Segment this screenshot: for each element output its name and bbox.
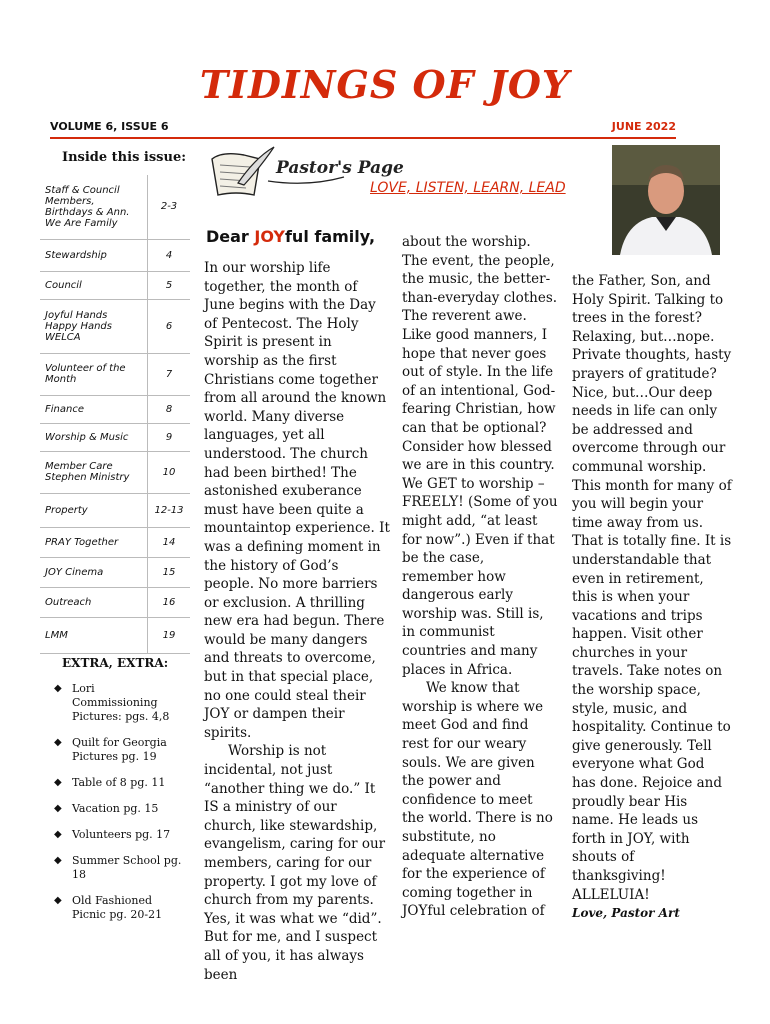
extra-heading: EXTRA, EXTRA:: [62, 656, 169, 670]
article-column-2: [402, 233, 558, 921]
paragraph: about the worship. The event, the people, the music, the better-than-everyday clothes. The reverent awe. Like good manners, I hope that never goes out of style. In the life of an intentional, God-fearing Christian, how can that be optional? Consider how blessed we are in this country. We GET to worship – FREELY! (Some of you might add, “at least for now”.) Even if that be the case, remember how dangerous early worship was. Still is, in communist countries and many places in Africa.: [402, 234, 558, 678]
greeting: Dear JOYful family,: [206, 227, 376, 246]
toc-row: [40, 617, 190, 653]
toc-page: 8: [148, 395, 191, 423]
signature: Love, Pastor Art: [572, 906, 680, 921]
list-item: ◆ Old Fashioned Picnic pg. 20-21: [54, 894, 163, 921]
toc-title: Council: [40, 271, 148, 299]
toc-page: 12-13: [148, 493, 191, 527]
paragraph: Worship is not incidental, not just “another thing we do.” It IS a ministry of our church, like stewardship, evangelism, caring for our members, caring for our property. I got my love of church from my parents. Yes, it was what we “did”. But for me, and I suspect all of you, it has always been: [204, 743, 386, 983]
toc-page: 5: [148, 271, 191, 299]
article-column-1: [204, 259, 390, 984]
toc-row: [40, 175, 190, 239]
toc-row: [40, 423, 190, 451]
issue-date: JUNE 2022: [611, 120, 676, 133]
toc-page: 6: [148, 299, 191, 353]
toc-row: [40, 353, 190, 395]
toc-title: Volunteer of the Month: [40, 353, 148, 395]
toc-row: [40, 527, 190, 557]
diamond-bullet-icon: ◆: [54, 683, 62, 694]
toc-title: Joyful Hands Happy Hands WELCA: [40, 299, 148, 353]
toc-title: JOY Cinema: [40, 557, 148, 587]
logo-text: Pastor's Page: [276, 158, 404, 178]
toc-row: [40, 299, 190, 353]
toc-row: [40, 395, 190, 423]
toc-page: 4: [148, 239, 191, 271]
inside-issue-heading: Inside this issue:: [62, 150, 187, 165]
toc-title: Member Care Stephen Ministry: [40, 451, 148, 493]
toc-row: [40, 271, 190, 299]
paragraph: the Father, Son, and Holy Spirit. Talking to trees in the forest? Relaxing, but…nope. Private thoughts, hasty prayers of gratitude? Nice, but…Our deep needs in life can only be addressed and overcome through our communal worship. This month for many of you will begin your time away from us. That is totally fine. It is understandable that even in retirement, this is when your vacations and trips happen. Visit other churches in your travels. Take notes on the worship space, style, music, and hospitality. Continue to give generously. Tell everyone what God has done. Rejoice and proudly bear His name. He leads us forth in JOY, with shouts of thanksgiving! ALLELUIA!: [572, 273, 732, 903]
toc-page: 10: [148, 451, 191, 493]
toc-title: Property: [40, 493, 148, 527]
toc-title: Stewardship: [40, 239, 148, 271]
toc-page: 9: [148, 423, 191, 451]
pastor-photo: [612, 145, 720, 255]
toc-row: [40, 493, 190, 527]
list-item: ◆ Lori Commissioning Pictures: pgs. 4,8: [54, 682, 170, 723]
paragraph: We know that worship is where we meet God and find rest for our weary souls. We are given the power and confidence to meet the world. There is no substitute, no adequate alternative for the experience of coming together in JOYful celebration of: [402, 680, 553, 920]
list-item: ◆ Vacation pg. 15: [54, 802, 159, 815]
header-rule: [50, 137, 676, 139]
toc-page: 7: [148, 353, 191, 395]
toc-title: LMM: [40, 617, 148, 653]
diamond-bullet-icon: ◆: [54, 803, 62, 814]
motto: LOVE, LISTEN, LEARN, LEAD: [370, 180, 566, 196]
table-of-contents: [40, 175, 190, 654]
diamond-bullet-icon: ◆: [54, 737, 62, 748]
toc-row: [40, 239, 190, 271]
extra-list: [52, 682, 182, 934]
diamond-bullet-icon: ◆: [54, 777, 62, 788]
toc-title: Staff & Council Members, Birthdays & Ann. We Are Family: [40, 175, 148, 239]
list-item: ◆ Volunteers pg. 17: [54, 828, 171, 841]
toc-row: [40, 587, 190, 617]
toc-title: Finance: [40, 395, 148, 423]
toc-title: Outreach: [40, 587, 148, 617]
diamond-bullet-icon: ◆: [54, 895, 62, 906]
pastors-page-logo: [208, 143, 404, 203]
paragraph: In our worship life together, the month of June begins with the Day of Pentecost. The Holy Spirit is present in worship as the first Christians come together from all around the known world. Many diverse languages, yet all understood. The church had been birthed! The astonished exuberance must have been quite a mountaintop experience. It was a defining moment in the history of God’s people. No more barriers or exclusion. A thrilling new era had begun. There would be many dangers and threats to overcome, but in that special place, no one could steal their JOY or dampen their spirits.: [204, 260, 390, 741]
diamond-bullet-icon: ◆: [54, 829, 62, 840]
list-item: ◆ Quilt for Georgia Pictures pg. 19: [54, 736, 167, 763]
toc-page: 16: [148, 587, 191, 617]
list-item: ◆ Summer School pg. 18: [54, 854, 182, 881]
diamond-bullet-icon: ◆: [54, 855, 62, 866]
volume-issue: VOLUME 6, ISSUE 6: [50, 120, 169, 133]
article-column-3: [572, 272, 732, 923]
toc-page: 2-3: [148, 175, 191, 239]
toc-page: 14: [148, 527, 191, 557]
toc-row: [40, 557, 190, 587]
toc-row: [40, 451, 190, 493]
toc-title: Worship & Music: [40, 423, 148, 451]
newsletter-title: TIDINGS OF JOY: [199, 62, 571, 107]
toc-page: 15: [148, 557, 191, 587]
scroll-quill-icon: [212, 147, 274, 195]
list-item: ◆ Table of 8 pg. 11: [54, 776, 166, 789]
toc-page: 19: [148, 617, 191, 653]
toc-title: PRAY Together: [40, 527, 148, 557]
